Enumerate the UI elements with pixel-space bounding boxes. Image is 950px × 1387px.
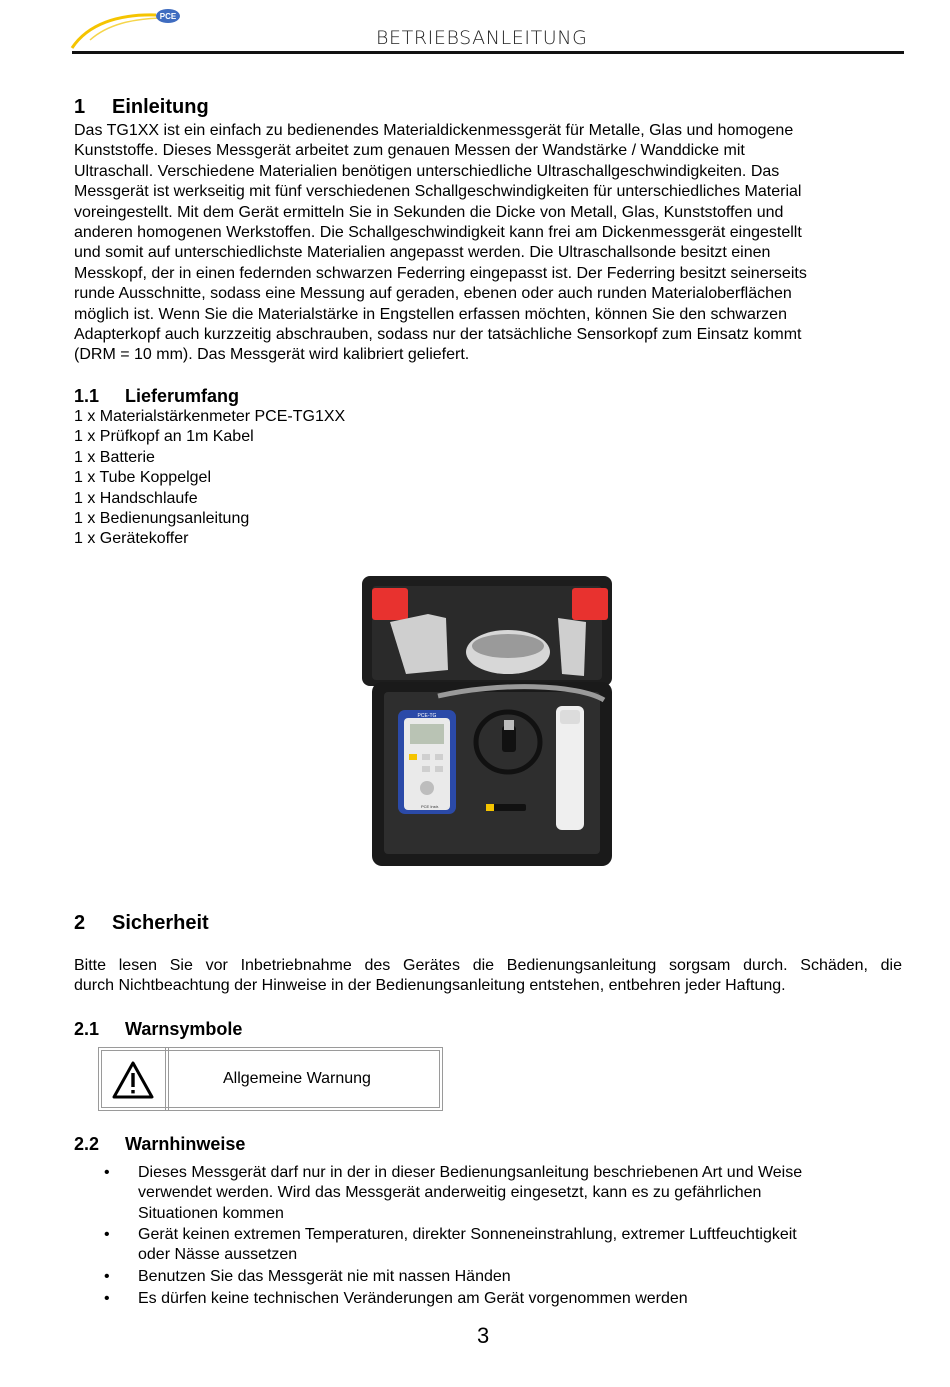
- text-line: durch Nichtbeachtung der Hinweise in der Bedienungsanleitung entstehen, entbehren jeder Haftung.: [74, 977, 786, 995]
- text-line: Dieses Messgerät darf nur in der in dieser Bedienungsanleitung beschriebenen Art und Weise: [138, 1164, 803, 1181]
- warning-triangle-icon: [111, 1060, 155, 1100]
- text-line: und somit auf unterschiedlichste Materialien angepasst werden. Die Ultraschallsonde besitzt einen: [74, 244, 771, 262]
- text-line: Messkopf, der in einen federnden schwarzen Federring eingepasst ist. Der Federring besitzt seinerseits: [74, 264, 807, 282]
- section-number: 2.2: [74, 1134, 100, 1154]
- logo-text: PCE: [159, 12, 177, 21]
- section-heading-warnsymbole: [74, 1019, 242, 1040]
- couplant-gel-tube: [556, 706, 584, 830]
- section-heading-lieferumfang: [74, 386, 239, 407]
- header-rule: [72, 51, 904, 54]
- case-latch-right: [572, 588, 608, 620]
- section-title: Einleitung: [112, 96, 209, 118]
- text-line: anderen homogenen Werkstoffen. Die Schallgeschwindigkeit kann frei am Dickenmessgerät eingestellt: [74, 224, 802, 242]
- warning-label: Allgemeine Warnung: [223, 1070, 371, 1087]
- list-item: 1 x Handschlaufe: [74, 489, 198, 507]
- safety-paragraph: [74, 956, 902, 997]
- section-title: Warnhinweise: [125, 1134, 246, 1154]
- product-case-photo: [358, 574, 616, 866]
- text-line: Adapterkopf auch kurzzeitig abschrauben, sodass nur der tatsächliche Sensorkopf zum Einsatz kommt: [74, 326, 802, 344]
- pce-logo: [68, 6, 198, 50]
- list-item: [138, 1267, 898, 1287]
- list-item: [138, 1163, 898, 1224]
- device-footer: PCE Instr.: [420, 804, 440, 809]
- list-item: 1 x Gerätekoffer: [74, 530, 189, 548]
- warning-symbol-table: [98, 1047, 443, 1111]
- section-number: 1: [74, 96, 86, 118]
- device-brand: PCE-TG: [417, 713, 437, 719]
- section-number: 1.1: [74, 386, 100, 406]
- bullet-icon: •: [104, 1290, 110, 1307]
- section-heading-sicherheit: [74, 912, 209, 935]
- text-line: oder Nässe aussetzen: [138, 1246, 298, 1264]
- list-item: 1 x Materialstärkenmeter PCE-TG1XX: [74, 408, 346, 425]
- text-line: runde Ausschnitte, sodass eine Messung auf geraden, ebenen oder auch runden Materialoberflächen: [74, 285, 792, 303]
- bullet-icon: •: [104, 1226, 110, 1243]
- text-line: Das TG1XX ist ein einfach zu bedienendes Materialdickenmessgerät für Metalle, Glas und homogene: [74, 122, 794, 139]
- section-title: Sicherheit: [112, 912, 209, 934]
- text-line: Messgerät ist werkseitig mit fünf verschiedenen Schallgeschwindigkeiten für unterschiedliches Material: [74, 183, 802, 201]
- case-latch-left: [372, 588, 408, 620]
- text-line: Benutzen Sie das Messgerät nie mit nassen Händen: [138, 1268, 511, 1285]
- list-item: 1 x Batterie: [74, 448, 155, 466]
- text-line: verwendet werden. Wird das Messgerät anderweitig eingesetzt, kann es zu gefährlichen: [138, 1184, 762, 1202]
- page-number: 3: [477, 1323, 490, 1348]
- text-line: Gerät keinen extremen Temperaturen, direkter Sonneneinstrahlung, extremer Luftfeuchtigkeit: [138, 1226, 797, 1243]
- text-line: Es dürfen keine technischen Veränderungen am Gerät vorgenommen werden: [138, 1290, 688, 1307]
- list-item: 1 x Bedienungsanleitung: [74, 510, 250, 528]
- text-line: Situationen kommen: [138, 1204, 284, 1222]
- text-line: (DRM = 10 mm). Das Messgerät wird kalibriert geliefert.: [74, 346, 470, 364]
- section-heading-einleitung: [74, 96, 209, 119]
- section-number: 2: [74, 912, 86, 934]
- intro-paragraph: [74, 121, 894, 366]
- list-item: 1 x Tube Koppelgel: [74, 469, 211, 487]
- list-item: [138, 1289, 898, 1309]
- text-line: Ultraschall. Verschiedene Materialien benötigen unterschiedliche Ultraschallgeschwindigkeiten. Das: [74, 162, 780, 180]
- list-item: 1 x Prüfkopf an 1m Kabel: [74, 428, 254, 446]
- section-number: 2.1: [74, 1019, 100, 1039]
- section-heading-warnhinweise: [74, 1134, 245, 1155]
- list-item: [138, 1225, 898, 1266]
- bullet-icon: •: [104, 1268, 110, 1285]
- delivery-scope-list: [74, 407, 345, 550]
- text-line: Bitte lesen Sie vor Inbetriebnahme des Gerätes die Bedienungsanleitung sorgsam durch. Schäden, die: [74, 957, 902, 974]
- header-title: BETRIEBSANLEITUNG: [376, 27, 588, 49]
- section-title: Lieferumfang: [125, 386, 240, 406]
- text-line: voreingestellt. Mit dem Gerät ermitteln Sie in Sekunden die Dicke von Metall, Glas, Kunststoffen und: [74, 203, 784, 221]
- section-title: Warnsymbole: [125, 1019, 243, 1039]
- bullet-icon: •: [104, 1164, 110, 1181]
- text-line: möglich ist. Wenn Sie die Materialstärke in Engstellen erfassen möchten, können Sie den schwarzen: [74, 305, 787, 323]
- text-line: Kunststoffe. Dieses Messgerät arbeitet zum genauen Messen der Wandstärke / Wanddicke mit: [74, 142, 745, 160]
